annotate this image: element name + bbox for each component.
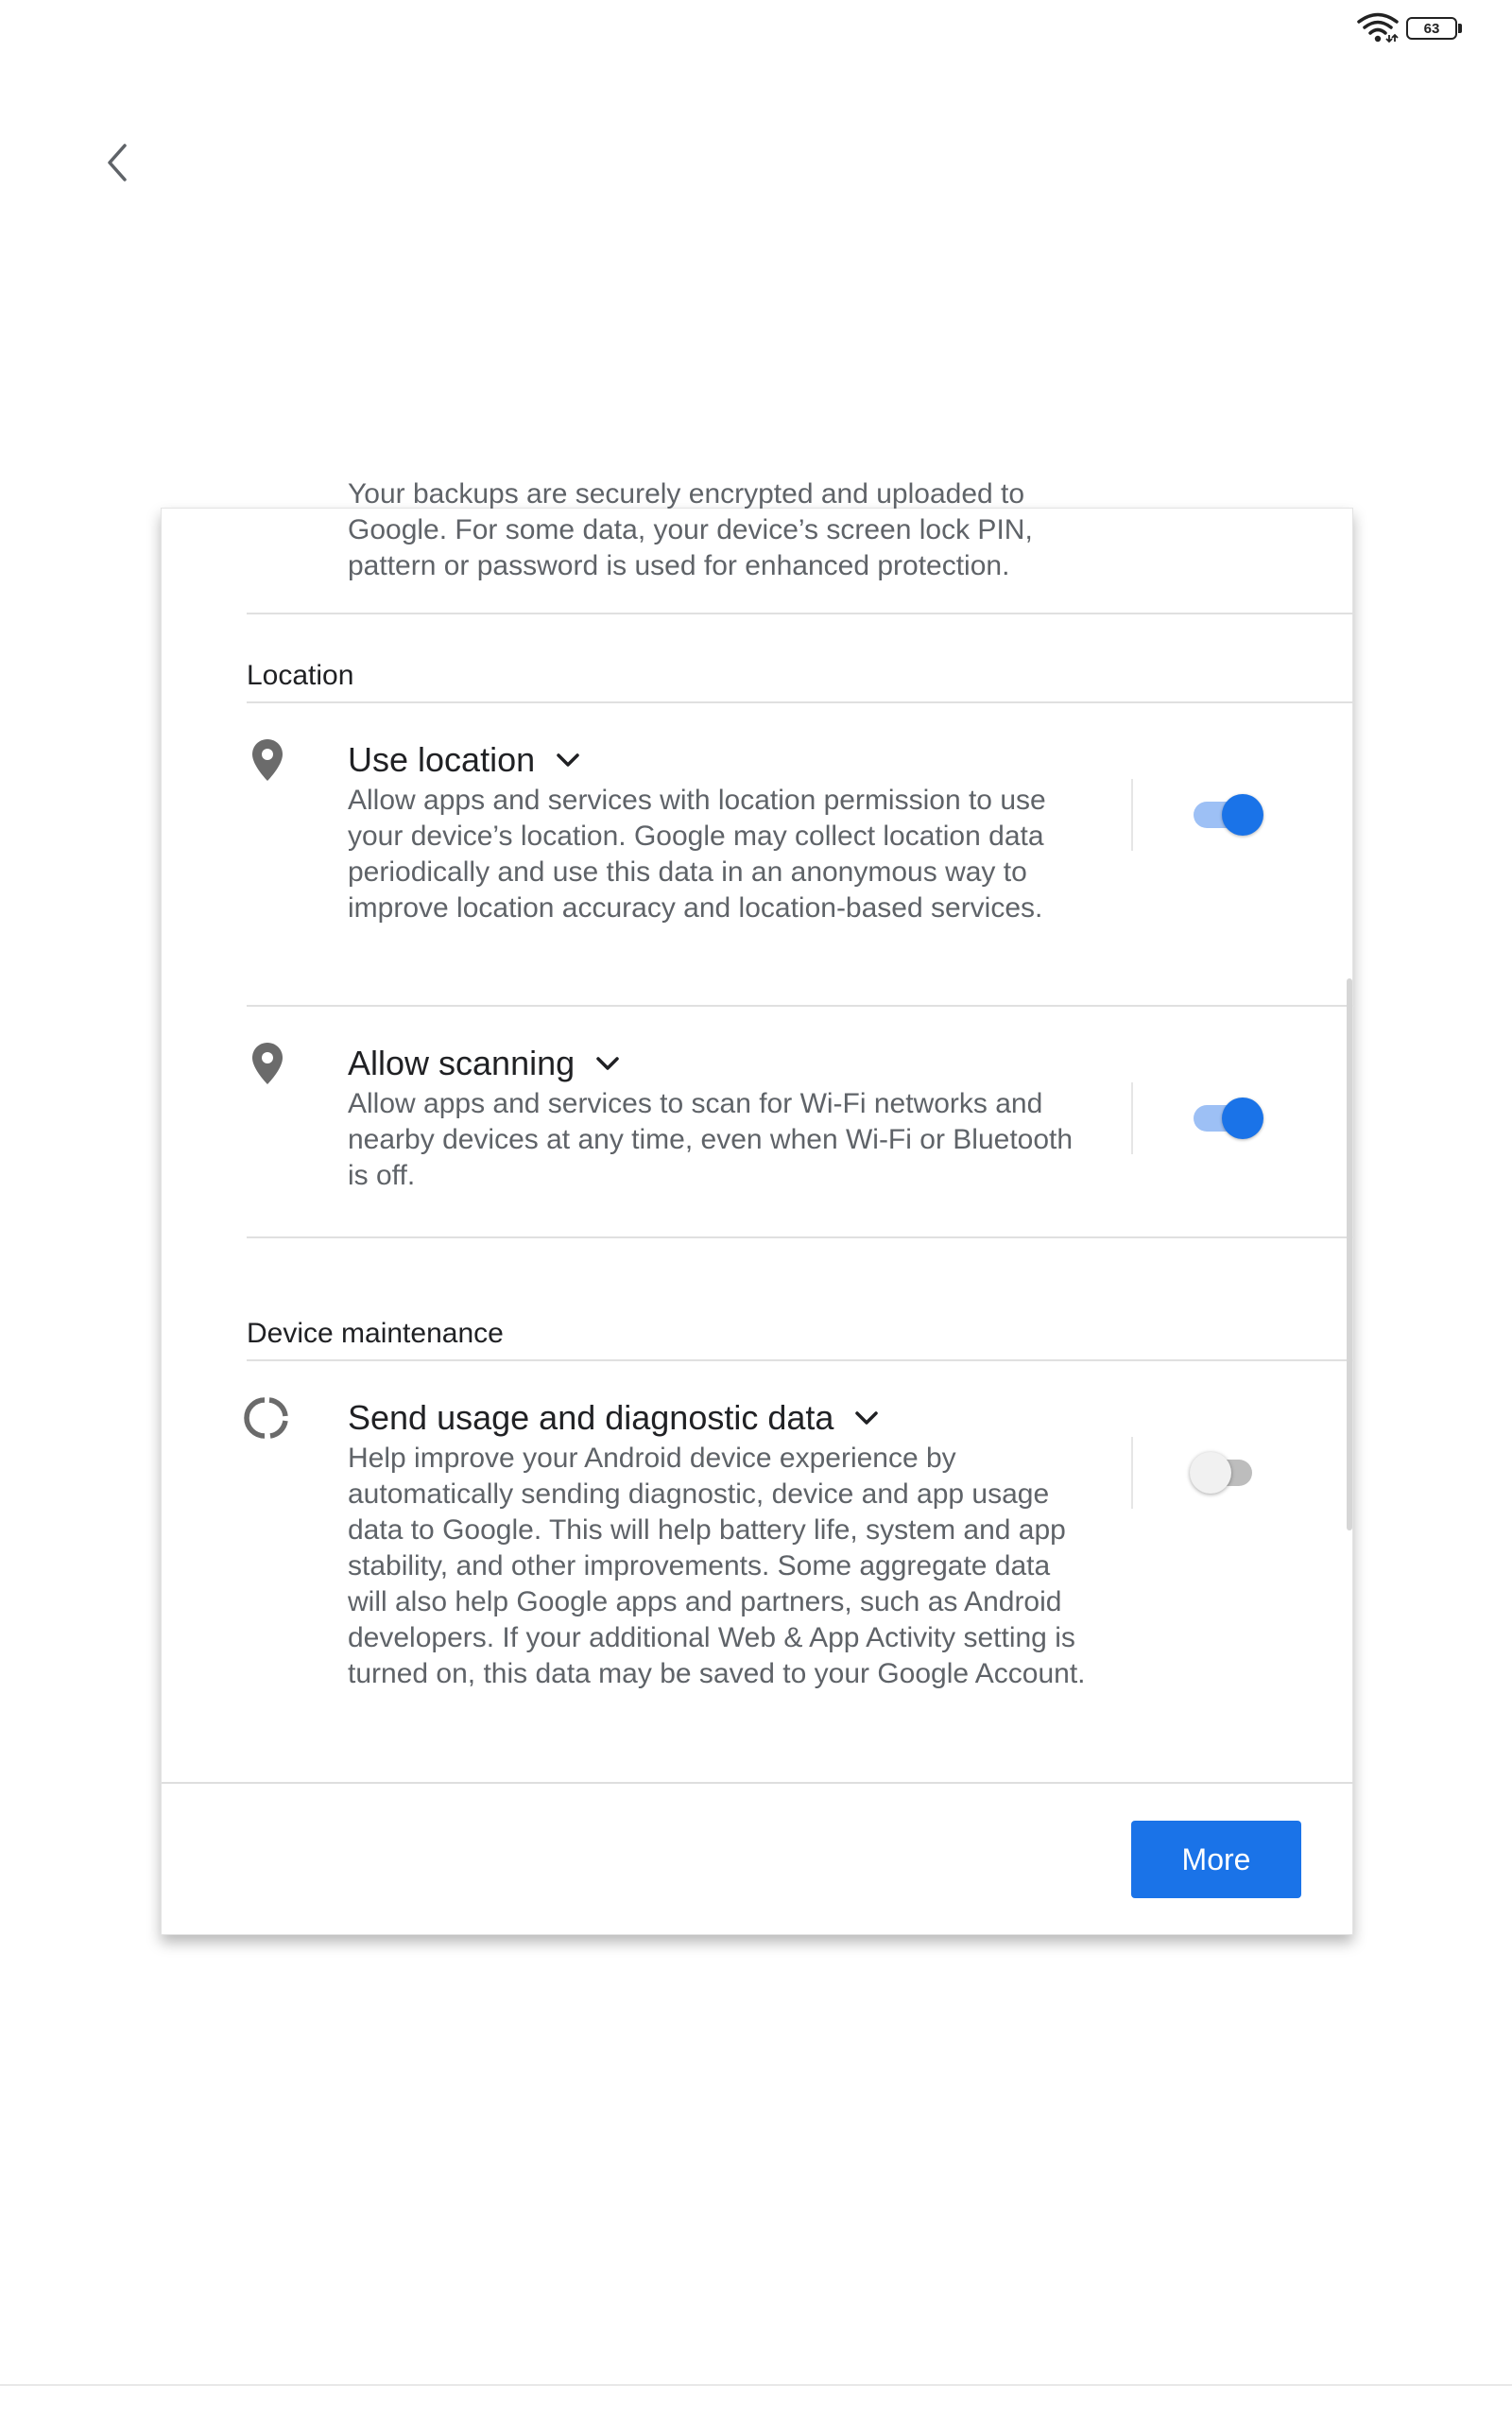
use-location-expand[interactable] bbox=[348, 737, 1094, 783]
chevron-down-icon bbox=[554, 746, 582, 774]
setting-usage-diagnostics bbox=[162, 1361, 1354, 1758]
setting-description: Allow apps and services with location permission to use your device’s location. Google may collect location data periodically and use this data in an anonymous way to improve location accuracy and location-based services. bbox=[348, 785, 1046, 924]
section-title: Location bbox=[247, 660, 354, 691]
setting-allow-scanning bbox=[162, 1007, 1354, 1236]
settings-card bbox=[161, 478, 1353, 1935]
allow-scanning-expand[interactable] bbox=[348, 1041, 1094, 1086]
setting-use-location bbox=[162, 703, 1354, 1005]
battery-icon bbox=[1406, 17, 1457, 40]
backup-item bbox=[162, 469, 1354, 613]
more-button[interactable]: More bbox=[1131, 1821, 1301, 1898]
usage-diagnostics-toggle[interactable] bbox=[1188, 1448, 1263, 1497]
allow-scanning-toggle[interactable] bbox=[1188, 1094, 1263, 1143]
chevron-left-icon bbox=[103, 142, 131, 183]
status-bar bbox=[0, 0, 1512, 57]
settings-list bbox=[162, 469, 1354, 1758]
section-title: Device maintenance bbox=[247, 1318, 504, 1349]
vertical-separator bbox=[1131, 1082, 1133, 1154]
wifi-icon bbox=[1357, 11, 1399, 43]
section-header-device-maintenance bbox=[162, 1238, 1354, 1359]
backup-description: Your backups are securely encrypted and uploaded to Google. For some data, your device’s screen lock PIN, pattern or password is used for enhanced protection. bbox=[348, 478, 1033, 581]
back-button[interactable] bbox=[91, 132, 144, 193]
chevron-down-icon bbox=[593, 1049, 622, 1078]
navigation-bar-line bbox=[0, 2384, 1512, 2386]
chevron-down-icon bbox=[852, 1404, 881, 1432]
location-pin-icon bbox=[249, 737, 286, 783]
usage-diagnostics-expand[interactable] bbox=[348, 1395, 1094, 1441]
setting-title: Allow scanning bbox=[348, 1044, 576, 1082]
setting-title: Use location bbox=[348, 740, 536, 779]
vertical-separator bbox=[1131, 779, 1133, 851]
settings-scroll-area[interactable] bbox=[162, 478, 1354, 1782]
use-location-toggle[interactable] bbox=[1188, 790, 1263, 839]
battery-tip bbox=[1458, 24, 1462, 33]
setting-title: Send usage and diagnostic data bbox=[348, 1398, 834, 1437]
setting-description: Allow apps and services to scan for Wi-Fi networks and nearby devices at any time, even when Wi-Fi or Bluetooth is off. bbox=[348, 1088, 1074, 1191]
diagnostic-ring-icon bbox=[249, 1395, 286, 1441]
vertical-separator bbox=[1131, 1437, 1133, 1509]
location-pin-icon bbox=[249, 1041, 286, 1086]
battery-level: 63 bbox=[1423, 20, 1440, 37]
section-header-location bbox=[162, 614, 1354, 701]
scrollbar[interactable] bbox=[1347, 978, 1352, 1530]
setting-description: Help improve your Android device experience by automatically sending diagnostic, device and app usage data to Google. This will help battery life, system and app stability, and other improvements. Some aggregate data will also help Google apps and partners, such as Android developers. If your additional Web & App Activity setting is turned on, this data may be saved to your Google Account. bbox=[348, 1443, 1086, 1689]
footer-divider bbox=[162, 1782, 1354, 1784]
